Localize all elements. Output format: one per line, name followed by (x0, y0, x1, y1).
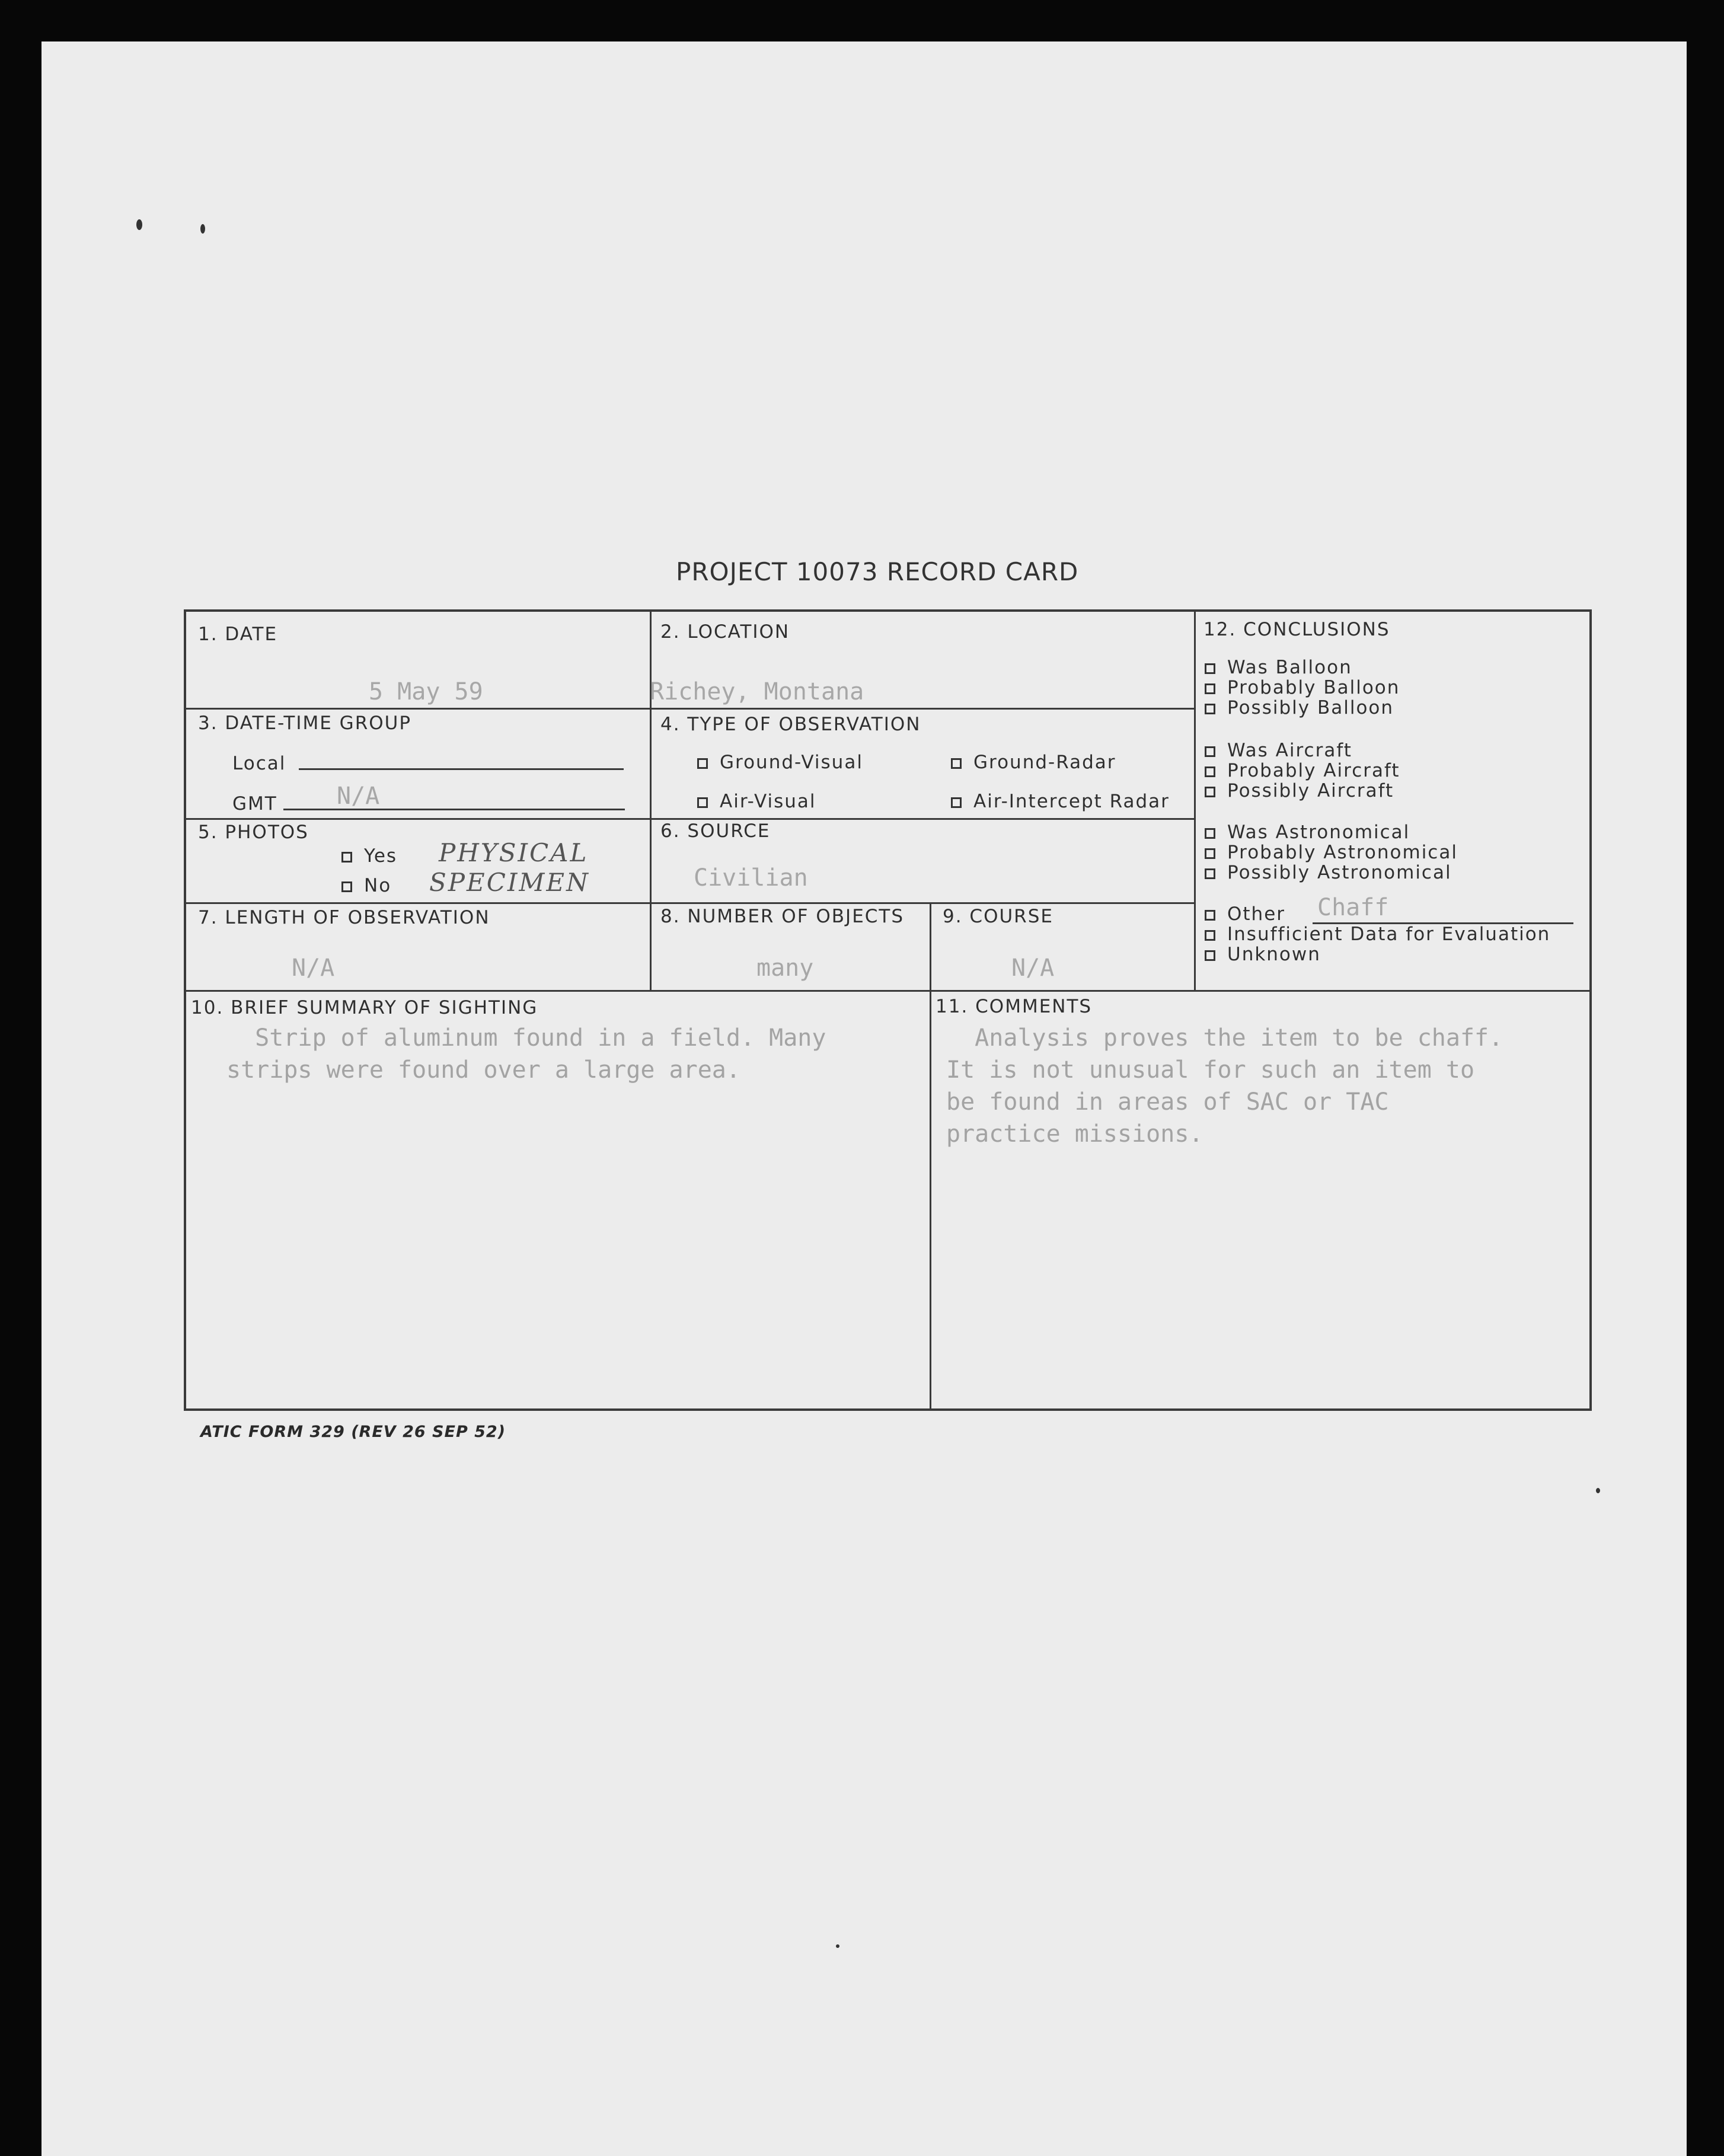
divider (650, 612, 652, 991)
checkbox-icon (341, 881, 352, 892)
gmt-label: GMT (232, 793, 277, 815)
checkbox-icon (1205, 663, 1215, 674)
photos-label: 5. PHOTOS (198, 822, 309, 843)
summary-label: 10. BRIEF SUMMARY OF SIGHTING (191, 997, 538, 1018)
objects-value: many (756, 954, 814, 982)
conclusion-unknown: Unknown (1205, 944, 1321, 965)
length-value: N/A (292, 954, 335, 982)
date-value: 5 May 59 (369, 678, 483, 705)
comments-label: 11. COMMENTS (936, 996, 1093, 1017)
gmt-field-line (283, 809, 625, 810)
photos-yes-option: Yes (341, 845, 397, 867)
conclusion-was-aircraft: Was Aircraft (1205, 740, 1352, 761)
checkbox-icon (951, 758, 962, 769)
conclusion-other: Other (1205, 903, 1285, 925)
checkbox-icon (1205, 766, 1215, 777)
air-visual-option: Air-Visual (697, 791, 816, 812)
checkbox-icon (951, 797, 962, 808)
specks (200, 224, 205, 234)
gmt-value: N/A (337, 782, 380, 810)
divider (1194, 612, 1196, 991)
divider (186, 708, 1194, 710)
air-intercept-radar-option: Air-Intercept Radar (951, 791, 1170, 812)
conclusion-was-astronomical: Was Astronomical (1205, 822, 1410, 843)
specks (136, 219, 142, 230)
checkbox-icon (1205, 910, 1215, 921)
source-value: Civilian (694, 864, 808, 892)
course-value: N/A (1011, 954, 1055, 982)
conclusion-probably-astronomical: Probably Astronomical (1205, 842, 1458, 863)
form-footer: ATIC FORM 329 (REV 26 SEP 52) (200, 1423, 506, 1441)
checkbox-icon (1205, 746, 1215, 757)
location-label: 2. LOCATION (660, 621, 790, 643)
checkbox-icon (697, 797, 708, 808)
location-value: Richey, Montana (650, 678, 864, 705)
length-label: 7. LENGTH OF OBSERVATION (198, 907, 490, 928)
divider (930, 902, 931, 991)
checkbox-icon (1205, 950, 1215, 961)
checkbox-icon (1205, 787, 1215, 797)
conclusion-possibly-astronomical: Possibly Astronomical (1205, 862, 1452, 883)
checkbox-icon (1205, 930, 1215, 941)
comments-text: Analysis proves the item to be chaff. It is not unusual for such an item to be found in areas of SAC or TAC practice missions. (946, 1024, 1503, 1148)
divider (186, 902, 1194, 904)
date-label: 1. DATE (198, 624, 278, 645)
handwritten-note: SPECIMEN (429, 868, 590, 897)
conclusion-possibly-aircraft: Possibly Aircraft (1205, 780, 1394, 801)
conclusion-insufficient-data: Insufficient Data for Evaluation (1205, 924, 1550, 945)
course-label: 9. COURSE (943, 906, 1053, 927)
ground-radar-option: Ground-Radar (951, 752, 1116, 773)
specks (1596, 1488, 1600, 1493)
conclusion-possibly-balloon: Possibly Balloon (1205, 697, 1394, 718)
handwritten-note: PHYSICAL (439, 838, 589, 867)
other-value: Chaff (1317, 894, 1389, 921)
source-label: 6. SOURCE (660, 820, 771, 842)
specks (836, 1944, 839, 1948)
divider (186, 990, 1591, 992)
objects-label: 8. NUMBER OF OBJECTS (660, 906, 905, 927)
conclusions-label: 12. CONCLUSIONS (1203, 619, 1390, 640)
checkbox-icon (1205, 828, 1215, 839)
local-field-line (299, 768, 624, 770)
checkbox-icon (1205, 683, 1215, 694)
photos-no-option: No (341, 875, 391, 896)
checkbox-icon (1205, 704, 1215, 714)
observation-type-label: 4. TYPE OF OBSERVATION (660, 714, 921, 735)
checkbox-icon (1205, 848, 1215, 859)
checkbox-icon (697, 758, 708, 769)
divider (186, 818, 1194, 820)
summary-text: Strip of aluminum found in a field. Many strips were found over a large area. (226, 1024, 826, 1084)
local-label: Local (232, 753, 286, 774)
card-title: PROJECT 10073 RECORD CARD (676, 557, 1079, 586)
ground-visual-option: Ground-Visual (697, 752, 863, 773)
checkbox-icon (1205, 868, 1215, 879)
checkbox-icon (341, 852, 352, 863)
conclusion-probably-aircraft: Probably Aircraft (1205, 760, 1400, 781)
dtg-label: 3. DATE-TIME GROUP (198, 713, 412, 734)
divider (930, 991, 931, 1411)
record-card (184, 609, 1592, 1411)
conclusion-was-balloon: Was Balloon (1205, 657, 1352, 678)
conclusion-probably-balloon: Probably Balloon (1205, 677, 1400, 698)
